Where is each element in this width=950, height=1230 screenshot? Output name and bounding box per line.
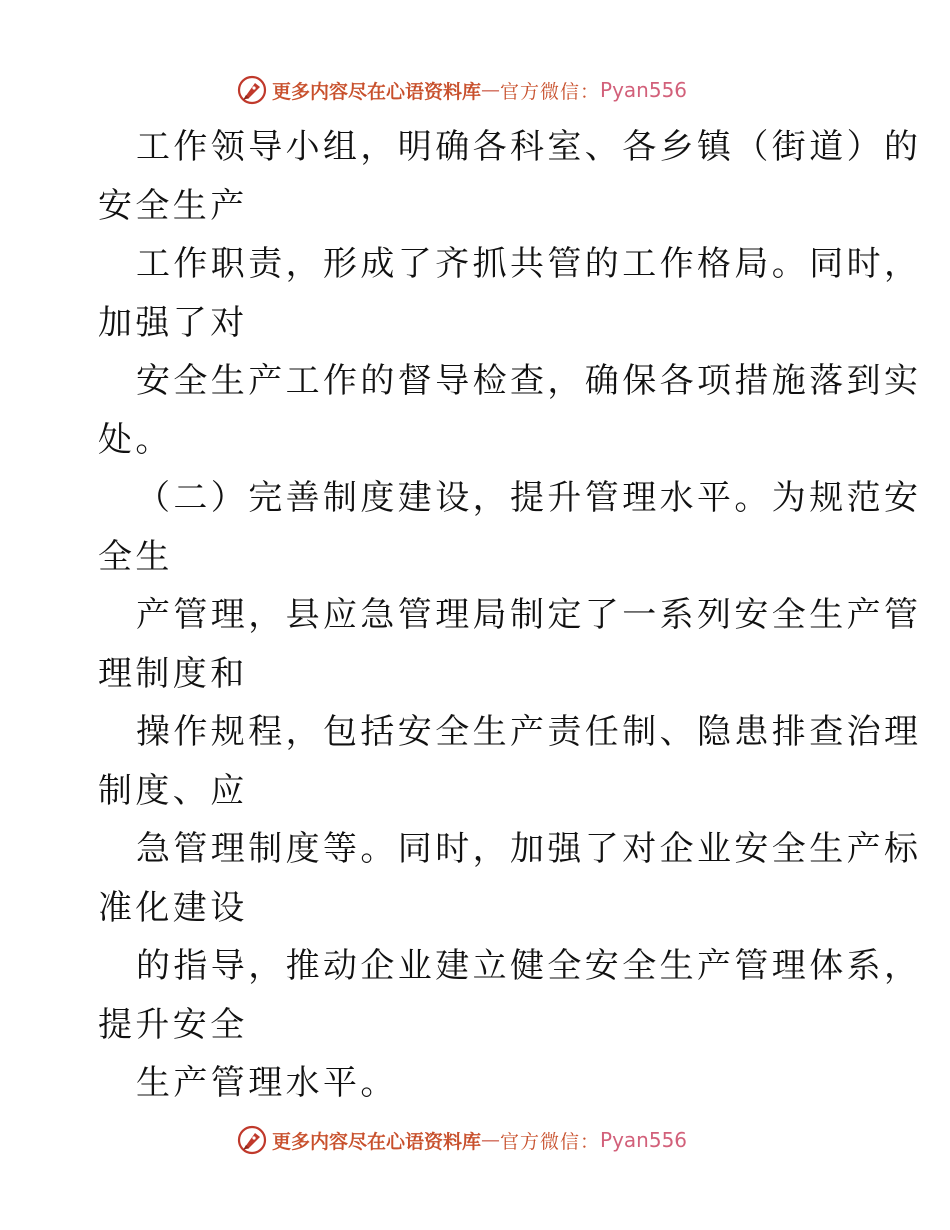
text-line: 工作职责，形成了齐抓共管的工作格局。同时，: [136, 244, 922, 284]
text-line: 急管理制度等。同时，加强了对企业安全生产标: [136, 829, 922, 869]
text-line: 安全生产工作的督导检查，确保各项措施落到实: [136, 361, 922, 401]
watermark-wechat-label: 官方微信：: [500, 1130, 601, 1153]
text-line: 制度、应: [98, 771, 248, 811]
text-line: 处。: [98, 420, 173, 460]
watermark-main-text: 更多内容尽在心语资料库: [272, 1130, 482, 1153]
text-line: 准化建设: [98, 888, 248, 928]
text-line: 工作领导小组，明确各科室、各乡镇（街道）的: [136, 127, 922, 167]
text-line: 产管理，县应急管理局制定了一系列安全生产管: [136, 595, 922, 635]
watermark-dash: —: [481, 79, 501, 101]
footer-watermark: [236, 1122, 687, 1158]
watermark-wechat-id: Pyan556: [600, 1128, 688, 1152]
text-line: 操作规程，包括安全生产责任制、隐患排查治理: [136, 712, 922, 752]
watermark-wechat-label: 官方微信：: [500, 80, 601, 103]
text-line: 生产管理水平。: [136, 1063, 398, 1103]
text-line: 全生: [98, 537, 173, 577]
text-line: 提升安全: [98, 1005, 248, 1045]
section-heading-line: （二）完善制度建设，提升管理水平。为规范安: [136, 478, 922, 518]
text-line: 的指导，推动企业建立健全安全生产管理体系，: [136, 946, 922, 986]
pen-nib-logo-icon: [236, 1124, 268, 1156]
watermark-dash: —: [481, 1129, 501, 1151]
text-line: 安全生产: [98, 186, 248, 226]
header-watermark: [236, 72, 687, 108]
watermark-main-text: 更多内容尽在心语资料库: [272, 80, 482, 103]
text-line: 加强了对: [98, 303, 248, 343]
pen-nib-logo-icon: [236, 74, 268, 106]
watermark-wechat-id: Pyan556: [600, 78, 688, 102]
text-line: 理制度和: [98, 654, 248, 694]
